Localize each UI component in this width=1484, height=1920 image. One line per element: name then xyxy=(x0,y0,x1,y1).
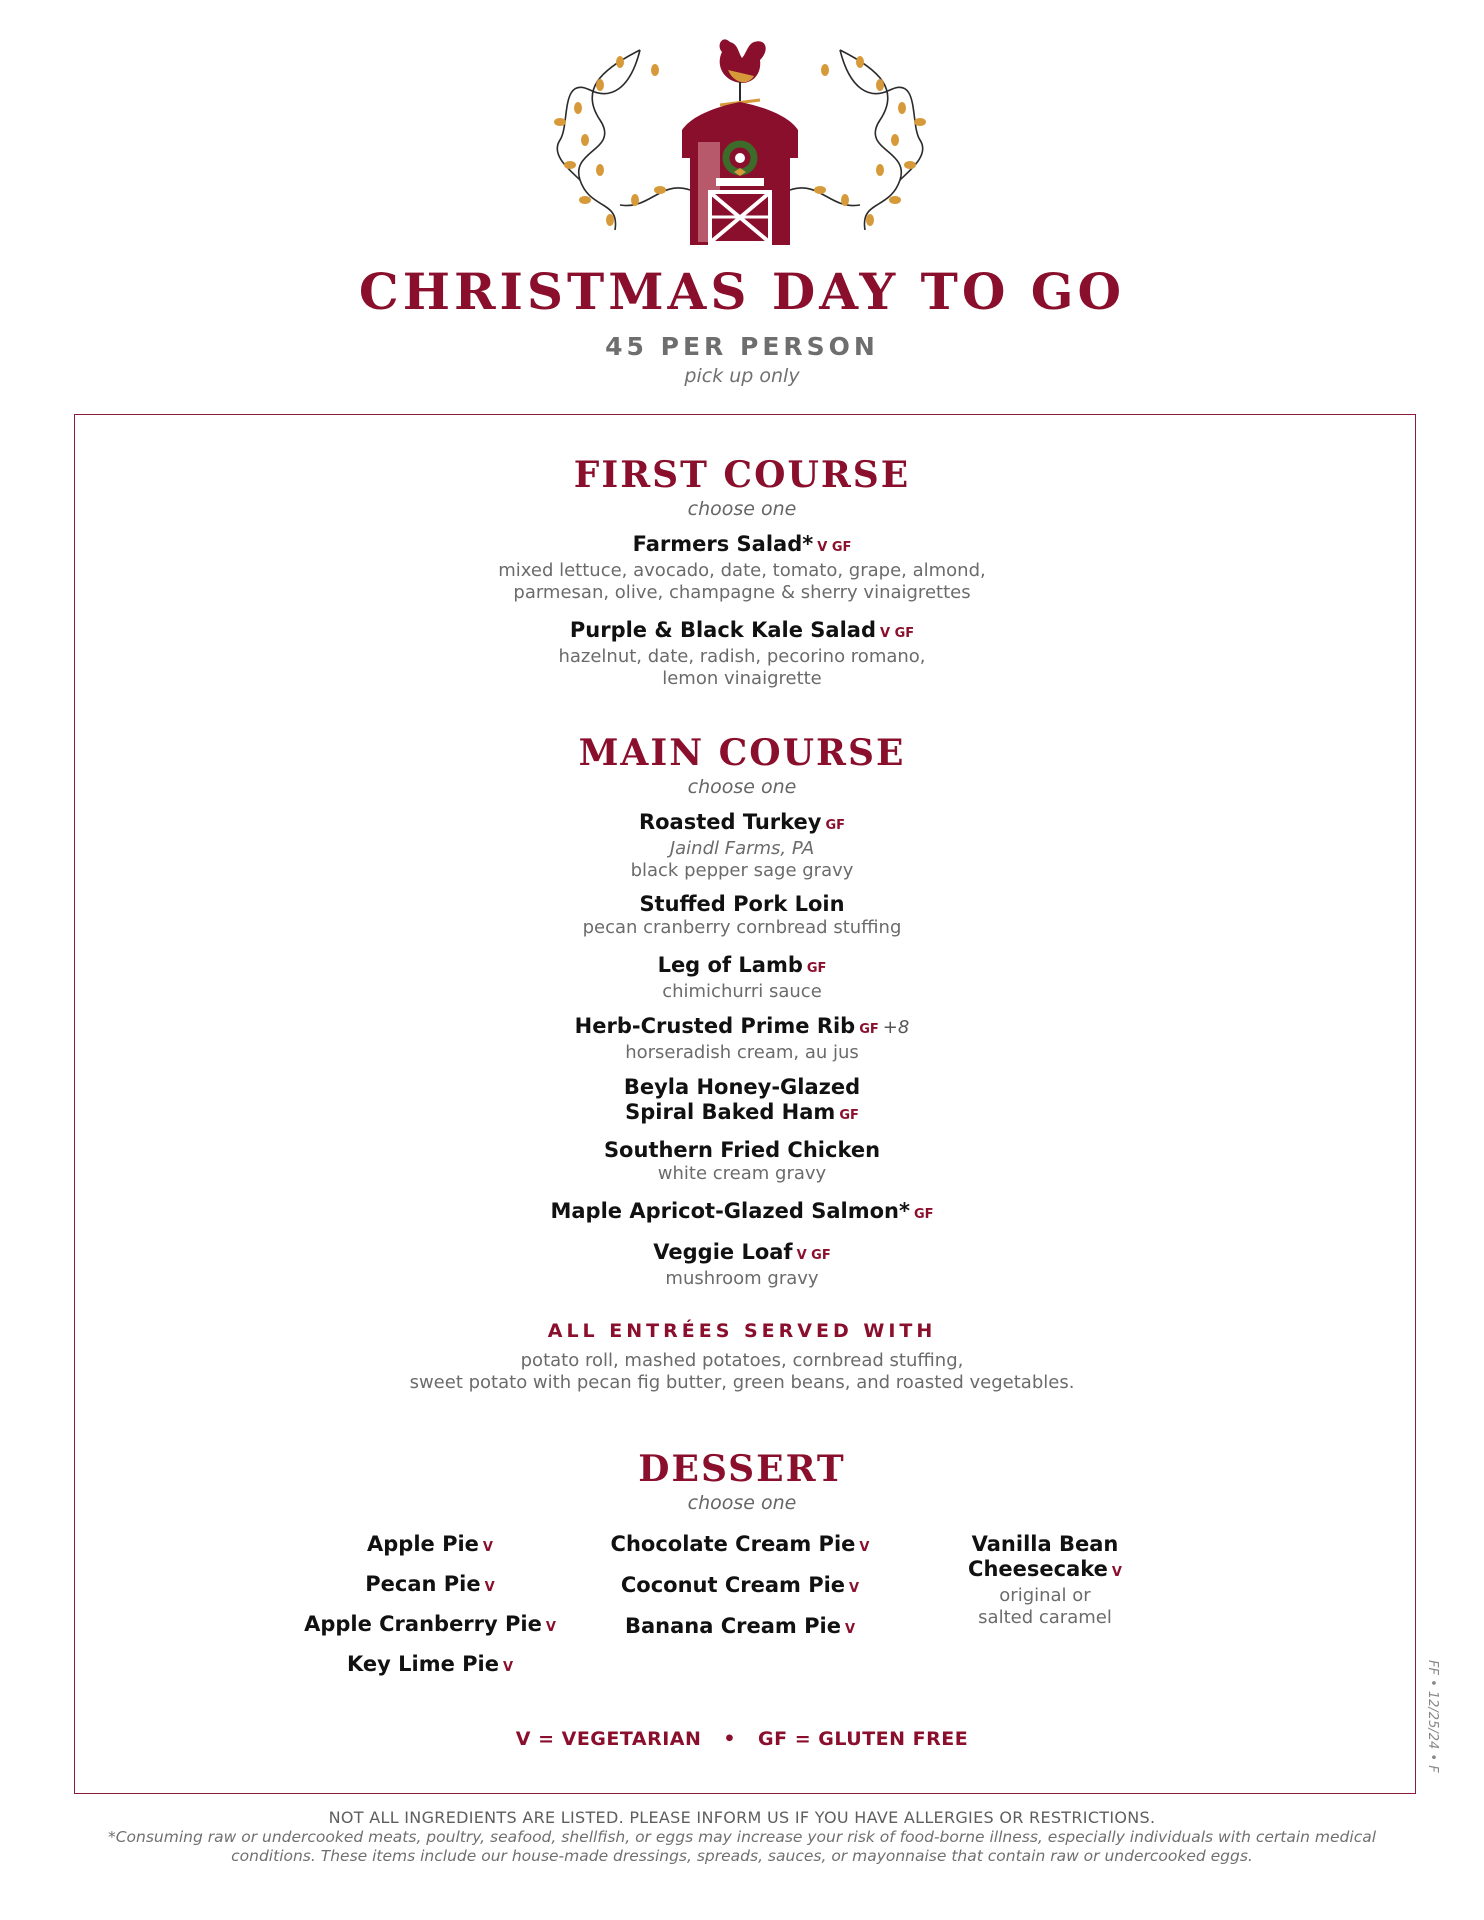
menu-item-spiral-ham xyxy=(0,1075,1484,1128)
dessert-chocolate-cream-pie xyxy=(600,1532,880,1560)
dessert-subtitle: choose one xyxy=(687,1492,797,1514)
diet-tag: V xyxy=(502,1660,514,1675)
item-description: pecan cranberry cornbread stuffing xyxy=(582,917,902,938)
item-description: mixed lettuce, avocado, date, tomato, grape, almond, xyxy=(498,560,986,581)
diet-legend xyxy=(0,1728,1484,1750)
item-name: Apple Cranberry Pie xyxy=(304,1612,542,1636)
dessert-key-lime-pie xyxy=(300,1652,560,1680)
item-description: salted caramel xyxy=(978,1607,1112,1628)
consumption-warning: *Consuming raw or undercooked meats, poultry, seafood, shellfish, or eggs may increase your risk of food-borne illness, especially individuals with certain medical conditions. These items include our house-made dressings, spreads, sauces, or mayonnaise that contain raw or undercooked eggs. xyxy=(107,1828,1377,1865)
upcharge: +8 xyxy=(882,1017,910,1038)
item-name: Cheesecake xyxy=(968,1557,1108,1581)
served-with-title: ALL ENTRÉES SERVED WITH xyxy=(547,1320,937,1342)
item-description: chimichurri sauce xyxy=(662,981,822,1002)
item-name: Chocolate Cream Pie xyxy=(610,1532,856,1556)
main-course-title: MAIN COURSE xyxy=(578,732,906,774)
menu-item-prime-rib xyxy=(0,1014,1484,1064)
item-name: Veggie Loaf xyxy=(653,1240,793,1264)
item-name: Leg of Lamb xyxy=(657,953,803,977)
item-name: Spiral Baked Ham xyxy=(625,1100,836,1124)
item-name: Beyla Honey-Glazed xyxy=(623,1075,861,1099)
dessert-title: DESSERT xyxy=(638,1448,846,1490)
dessert-banana-cream-pie xyxy=(600,1614,880,1642)
served-with-line: potato roll, mashed potatoes, cornbread stuffing, xyxy=(520,1350,964,1371)
item-name: Purple & Black Kale Salad xyxy=(569,618,876,642)
page-title: CHRISTMAS DAY TO GO xyxy=(358,262,1126,321)
item-name: Pecan Pie xyxy=(365,1572,481,1596)
item-name: Coconut Cream Pie xyxy=(620,1573,846,1597)
price-per-person: 45 PER PERSON xyxy=(605,332,879,361)
item-name: Banana Cream Pie xyxy=(625,1614,841,1638)
diet-tag: V xyxy=(484,1580,495,1595)
legend-separator: • xyxy=(723,1728,737,1750)
menu-item-pork-loin xyxy=(0,892,1484,939)
item-name: Vanilla Bean xyxy=(971,1532,1119,1556)
menu-item-fried-chicken xyxy=(0,1138,1484,1185)
diet-tag: GF xyxy=(825,818,846,833)
barn-logo-icon xyxy=(540,30,940,260)
dessert-pecan-pie xyxy=(300,1572,560,1600)
legend-vegetarian: V = VEGETARIAN xyxy=(515,1728,702,1750)
item-name: Roasted Turkey xyxy=(638,810,822,834)
first-course-subtitle: choose one xyxy=(687,498,797,520)
diet-tag: V xyxy=(1111,1565,1122,1580)
item-description: horseradish cream, au jus xyxy=(625,1042,859,1063)
item-origin: Jaindl Farms, PA xyxy=(669,838,815,859)
dessert-apple-pie xyxy=(300,1532,560,1560)
menu-item-salmon xyxy=(0,1199,1484,1227)
menu-item-kale-salad xyxy=(0,618,1484,690)
item-description: mushroom gravy xyxy=(665,1268,819,1289)
diet-tag: GF xyxy=(839,1108,859,1123)
menu-code: FF • 12/25/24 • F xyxy=(1425,1660,1440,1773)
menu-item-farmers-salad xyxy=(0,532,1484,604)
item-description: parmesan, olive, champagne & sherry vinaigrettes xyxy=(513,582,971,603)
diet-tag: V xyxy=(545,1620,556,1635)
first-course-title: FIRST COURSE xyxy=(573,454,911,496)
item-description: black pepper sage gravy xyxy=(630,860,854,881)
item-name: Maple Apricot-Glazed Salmon* xyxy=(550,1199,910,1223)
item-name: Herb-Crusted Prime Rib xyxy=(574,1014,856,1038)
item-name: Key Lime Pie xyxy=(346,1652,499,1676)
diet-tag: GF xyxy=(806,961,827,976)
allergy-notice: NOT ALL INGREDIENTS ARE LISTED. PLEASE INFORM US IF YOU HAVE ALLERGIES OR RESTRICTIONS. xyxy=(328,1808,1156,1827)
legend-gluten-free: GF = GLUTEN FREE xyxy=(758,1728,969,1750)
menu-item-roasted-turkey xyxy=(0,810,1484,882)
diet-tag: GF xyxy=(859,1022,879,1037)
item-name: Farmers Salad* xyxy=(632,532,814,556)
diet-tag: V GF xyxy=(879,626,915,641)
item-name: Southern Fried Chicken xyxy=(603,1138,881,1162)
item-description: hazelnut, date, radish, pecorino romano, xyxy=(558,646,926,667)
dessert-apple-cranberry-pie xyxy=(300,1612,560,1640)
pickup-note: pick up only xyxy=(684,365,800,387)
diet-tag: V xyxy=(859,1540,870,1555)
diet-tag: V xyxy=(844,1622,855,1637)
diet-tag: V xyxy=(482,1540,493,1555)
item-description: original or xyxy=(999,1585,1091,1606)
served-with-line: sweet potato with pecan fig butter, green beans, and roasted vegetables. xyxy=(409,1372,1075,1393)
main-course-subtitle: choose one xyxy=(687,776,797,798)
served-with-description xyxy=(0,1350,1484,1394)
dessert-coconut-cream-pie xyxy=(600,1573,880,1601)
item-name: Apple Pie xyxy=(367,1532,479,1556)
dessert-cheesecake xyxy=(930,1532,1160,1629)
diet-tag: V GF xyxy=(817,540,852,555)
menu-item-leg-of-lamb xyxy=(0,953,1484,1003)
diet-tag: V xyxy=(849,1581,860,1596)
item-name: Stuffed Pork Loin xyxy=(639,892,845,916)
item-description: white cream gravy xyxy=(657,1163,827,1184)
diet-tag: GF xyxy=(913,1207,934,1222)
item-description: lemon vinaigrette xyxy=(662,668,822,689)
diet-tag: V GF xyxy=(796,1248,831,1263)
menu-item-veggie-loaf xyxy=(0,1240,1484,1290)
